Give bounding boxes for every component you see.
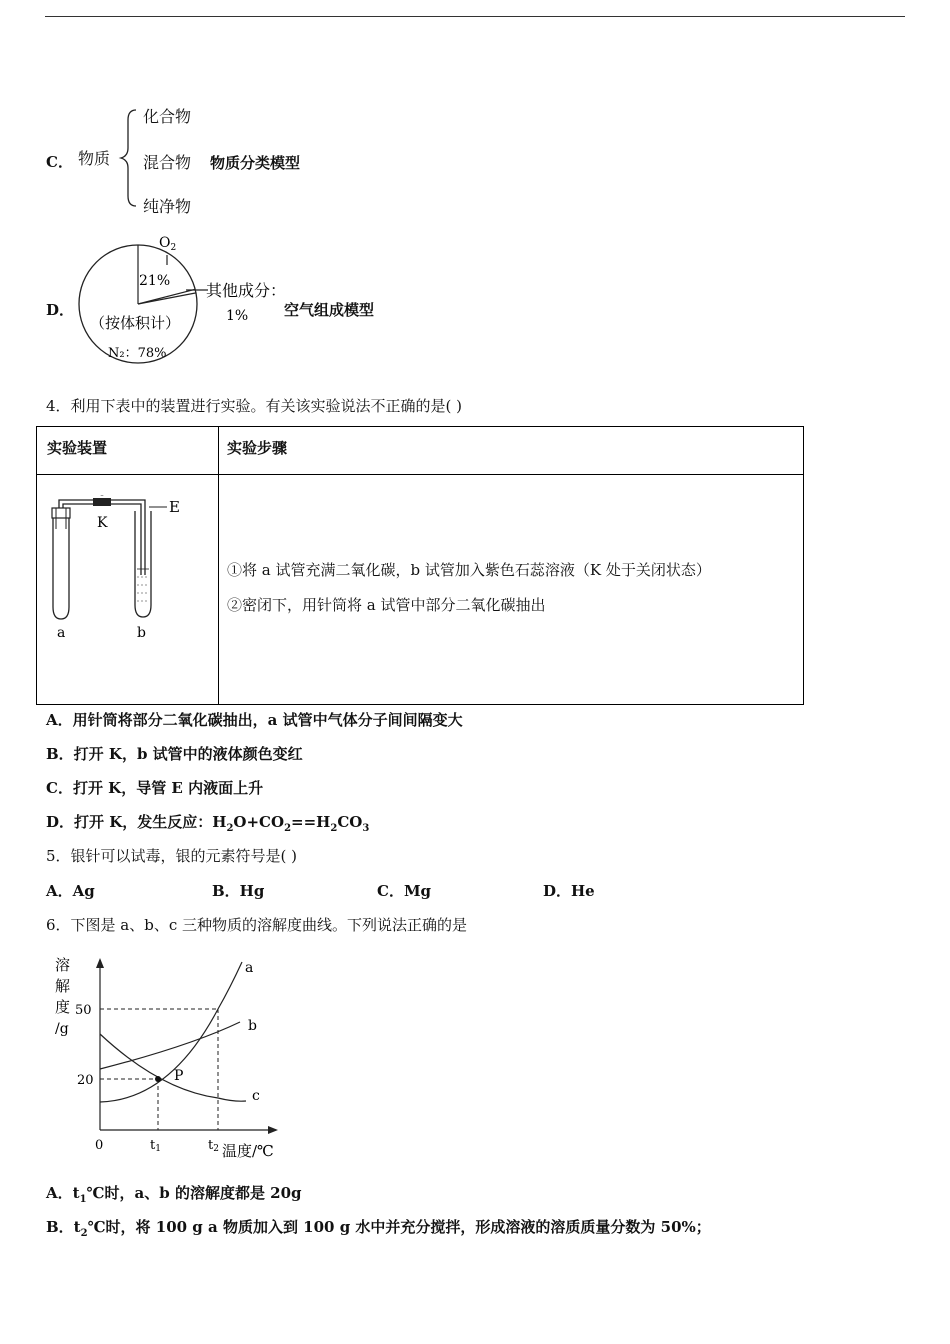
air-caption: 空气组成模型 [284, 301, 375, 319]
curve-c [100, 1034, 246, 1101]
air-composition-pie [70, 228, 290, 378]
option-d-label: D． [46, 301, 75, 319]
curve-a-label: a [245, 960, 254, 976]
q6-stem: 6．下图是 a、b、c 三种物质的溶解度曲线。下列说法正确的是 [46, 916, 468, 934]
label-k: K [97, 515, 108, 531]
tick-50: 50 [75, 1003, 92, 1018]
q4-table [36, 426, 804, 705]
tick-20: 20 [77, 1073, 94, 1088]
x-axis-arrow [268, 1126, 278, 1134]
xlabel: 温度/℃ [222, 1142, 274, 1160]
other-label: 其他成分： [206, 281, 287, 300]
o2-percent: 21% [139, 273, 171, 289]
y-axis-arrow [96, 958, 104, 968]
step-1: ①将 a 试管充满二氧化碳，b 试管加入紫色石蕊溶液（K 处于关闭状态） [227, 561, 711, 579]
classification-root: 物质 [78, 149, 111, 168]
q5-option-c: C．Mg [377, 882, 432, 900]
q4-option-a: A．用针筒将部分二氧化碳抽出，a 试管中气体分子间间隔变大 [46, 711, 463, 729]
q4-option-c: C．打开 K，导管 E 内液面上升 [46, 779, 264, 797]
q5-option-d: D．He [543, 882, 595, 900]
tube-a [53, 515, 69, 619]
classification-brace [118, 108, 142, 208]
table-header-device: 实验装置 [47, 439, 108, 457]
curve-a [100, 962, 242, 1102]
pie-slice-other-edge [138, 293, 196, 304]
q4-option-d: D．打开 K，发生反应：$H_2O+CO_2==H_2CO_3$ [46, 813, 370, 834]
header-rule [45, 16, 905, 17]
q4-stem: 4．利用下表中的装置进行实验。有关该实验说法不正确的是( ) [46, 397, 463, 415]
pie-note: （按体积计） [90, 314, 181, 332]
q6-option-b: B．$t_2℃$时，将 100 g a 物质加入到 100 g 水中并充分搅拌，形成溶液的溶质质量分数为 50%； [46, 1218, 711, 1239]
q5-stem: 5．银针可以试毒，银的元素符号是( ) [46, 847, 298, 865]
other-percent: 1% [226, 308, 249, 324]
classification-branch-1: 化合物 [143, 107, 192, 126]
point-p [155, 1076, 161, 1082]
point-p-label: P [174, 1068, 184, 1084]
q4-option-b: B．打开 K，b 试管中的液体颜色变红 [46, 745, 303, 763]
ylabel-2: 解 [55, 977, 71, 995]
curve-c-label: c [252, 1088, 260, 1104]
curve-b [100, 1022, 240, 1069]
step-2: ②密闭下，用针筒将 a 试管中部分二氧化碳抽出 [227, 596, 546, 614]
option-c-label: C． [46, 153, 73, 171]
curve-b-label: b [248, 1018, 257, 1034]
q5-option-a: A．Ag [46, 882, 95, 900]
solubility-chart [50, 950, 290, 1165]
classification-branch-3: 纯净物 [143, 197, 192, 216]
label-b: b [137, 625, 146, 641]
ylabel-4: /g [55, 1021, 69, 1037]
tick-t2: t2 [208, 1138, 219, 1154]
o2-label: $O_2$ [159, 235, 177, 253]
label-a: a [57, 625, 66, 641]
ylabel-1: 溶 [55, 956, 71, 974]
classification-branch-2: 混合物 [143, 153, 192, 172]
tick-t1: t1 [150, 1138, 161, 1154]
tube-a-stopper [52, 508, 70, 518]
q6-option-a: A．$t_1℃$时，a、b 的溶解度都是 20g [46, 1184, 302, 1205]
ylabel-3: 度 [55, 998, 71, 1016]
clamp-k [93, 498, 111, 506]
classification-caption: 物质分类模型 [210, 154, 301, 172]
table-header-steps: 实验步骤 [227, 439, 288, 457]
n2-percent: N₂：78% [108, 346, 167, 361]
apparatus-figure [45, 495, 215, 645]
label-e: E [169, 498, 180, 516]
tick-0: 0 [95, 1138, 104, 1153]
q5-option-b: B．Hg [212, 882, 265, 900]
